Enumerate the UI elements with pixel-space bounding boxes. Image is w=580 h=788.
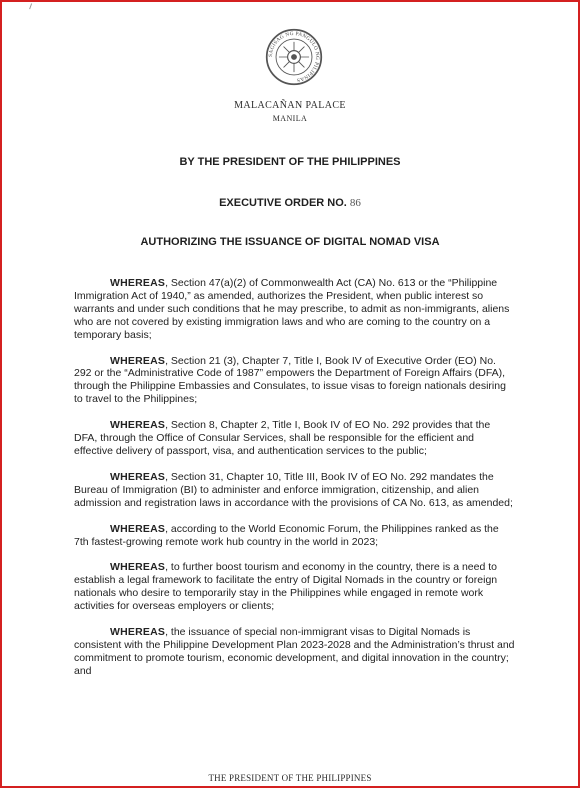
preamble: [74, 277, 515, 691]
whereas-clause: [74, 561, 515, 613]
order-subject: AUTHORIZING THE ISSUANCE OF DIGITAL NOMAD VISA: [140, 236, 440, 248]
presidential-seal: [265, 28, 323, 86]
order-title: [2, 197, 578, 209]
whereas-clause: [74, 626, 515, 678]
whereas-clause: [74, 277, 515, 342]
clause-text: , Section 47(a)(2) of Commonwealth Act (CA) No. 613 or the “Philippine Immigration Act of 1940,” as amended, authorizes the President, when public interest so warrants and under such conditions that he may prescribe, to admit as non-immigrants, aliens who are not covered by existing immigration laws and who are coming to the country on a temporary basis;: [74, 277, 510, 341]
clause-text: , the issuance of special non-immigrant visas to Digital Nomads is consistent with the Philippine Development Plan 2023-2028 and the Administration’s thrust and commitment to promote tourism, economic development, and digital innovation in the country; and: [74, 626, 515, 677]
whereas-clause: [74, 355, 515, 407]
whereas-clause: [74, 471, 515, 510]
clause-lead: WHEREAS: [110, 626, 166, 639]
clause-text: , Section 8, Chapter 2, Title I, Book IV of EO No. 292 provides that the DFA, through the Office of Consular Services, shall be responsible for the efficient and effective delivery of passport, visa, and authentication services to the public;: [74, 419, 491, 457]
scan-artifact: [29, 3, 36, 10]
clause-lead: WHEREAS: [110, 522, 166, 535]
clause-lead: WHEREAS: [110, 277, 166, 289]
clause-lead: WHEREAS: [110, 561, 166, 574]
clause-text: , according to the World Economic Forum, the Philippines ranked as the 7th fastest-growing remote work hub country in the world in 2023;: [74, 522, 499, 548]
by-line: BY THE PRESIDENT OF THE PHILIPPINES: [179, 156, 401, 168]
palace-name: MALACAÑAN PALACE: [234, 100, 346, 111]
footer-text: THE PRESIDENT OF THE PHILIPPINES: [208, 773, 372, 783]
whereas-clause: [74, 523, 515, 549]
clause-text: , Section 31, Chapter 10, Title III, Book IV of EO No. 292 mandates the Bureau of Immigration (BI) to administer and enforce immigration, citizenship, and alien admission and registration laws in accordance with the provisions of CA No. 613, as amended;: [74, 470, 513, 509]
order-label: EXECUTIVE ORDER NO.: [219, 197, 347, 209]
seal-ring-text: SAGISAG NG PANGULO NG PILIPINAS: [267, 30, 321, 83]
clause-text: , Section 21 (3), Chapter 7, Title I, Book IV of Executive Order (EO) No. 292 or the “Administrative Code of 1987” empowers the Department of Foreign Affairs (DFA), through the Philippine Embassies and Consulates, to issue visas to foreign nationals desiring to travel to the Philippines;: [74, 354, 506, 406]
clause-lead: WHEREAS: [110, 470, 166, 483]
clause-text: , to further boost tourism and economy in the country, there is a need to establish a legal framework to facilitate the entry of Digital Nomads in the country or foreign nationals who desire to temporarily stay in the Philippines while engaged in remote work activities for overseas employers or clients;: [74, 561, 498, 613]
clause-lead: WHEREAS: [110, 419, 166, 432]
clause-lead: WHEREAS: [110, 354, 166, 367]
city-name: MANILA: [272, 114, 308, 123]
order-number: 86: [349, 197, 361, 209]
whereas-clause: [74, 419, 515, 458]
